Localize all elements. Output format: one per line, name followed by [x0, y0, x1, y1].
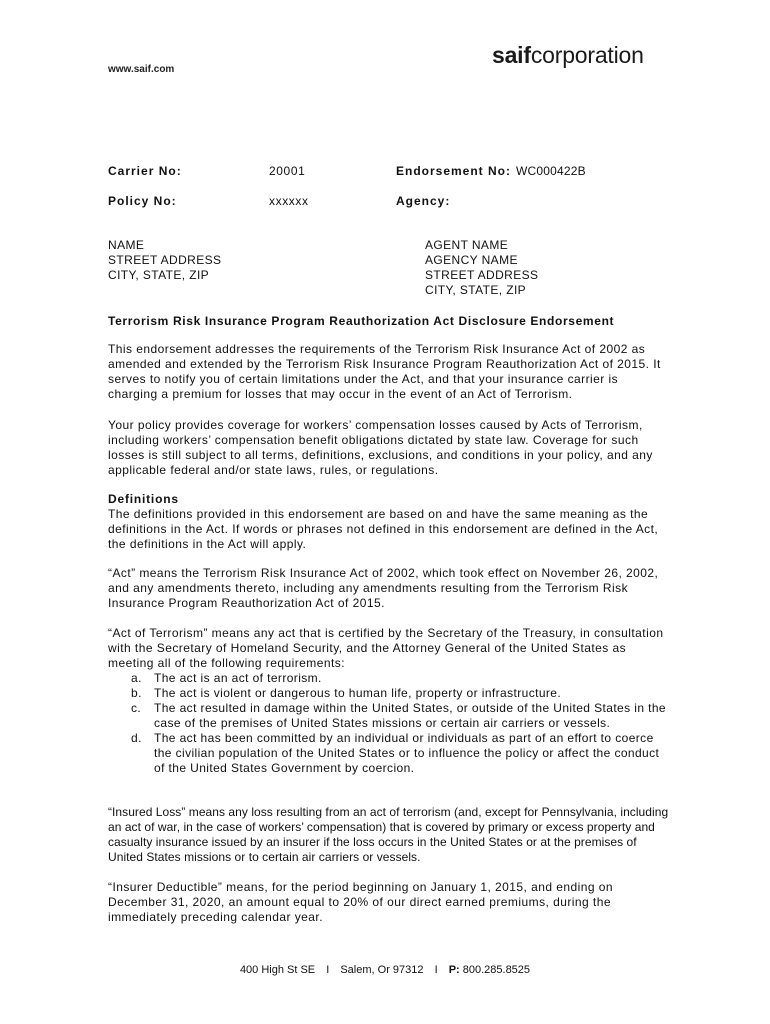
footer-city: Salem, Or 97312	[340, 964, 424, 976]
list-item-text: The act is an act of terrorism.	[154, 671, 322, 685]
document-title: Terrorism Risk Insurance Program Reauthorization Act Disclosure Endorsement	[108, 314, 615, 328]
page-footer	[0, 964, 770, 976]
definitions-intro-text: The definitions provided in this endorsement are based on and have the same meaning as the definitions in the Act. If words or phrases not defined in this endorsement are defined in the Act, the definitions in the Act will apply.	[108, 507, 659, 551]
insured-city: CITY, STATE, ZIP	[108, 268, 210, 282]
footer-phone: 800.285.8525	[462, 964, 531, 976]
intro-paragraph	[108, 342, 670, 402]
act-of-terrorism-paragraph	[108, 626, 670, 671]
list-item-letter: b.	[131, 686, 142, 700]
insured-street: STREET ADDRESS	[108, 253, 222, 267]
footer-address: 400 High St SE	[239, 964, 316, 976]
endorsement-value: WC000422B	[516, 164, 586, 178]
list-item-letter: d.	[131, 731, 142, 745]
list-item-letter: a.	[131, 671, 142, 685]
list-item-text: The act has been committed by an individual or individuals as part of an effort to coerce the civilian population of the United States or to influence the policy or affect the conduct of the United States Government by coercion.	[154, 731, 660, 775]
website-url: www.saif.com	[108, 64, 175, 75]
act-definition-paragraph	[108, 566, 670, 611]
list-item-text: The act resulted in damage within the United States, or outside of the United States in the case of the premises of United States missions or certain air carriers or vessels.	[154, 701, 667, 730]
insured-address	[108, 238, 221, 283]
carrier-label: Carrier No:	[108, 164, 182, 178]
agent-street: STREET ADDRESS	[425, 268, 539, 282]
insured-loss-text: “Insured Loss” means any loss resulting from an act of terrorism (and, except for Pennsylvania, including an act of war, in the case of workers’ compensation) that is covered by primary or excess property and casualty insurance issued by an insurer if the loss occurs in the United States or at the premises of United States missions or to certain air carriers or vessels.	[108, 805, 669, 864]
logo-rest-part: corporation	[530, 42, 644, 68]
agency-label: Agency:	[396, 194, 451, 208]
insurer-deductible-text: “Insurer Deductible” means, for the period beginning on January 1, 2015, and ending on December 31, 2020, an amount equal to 20% of our direct earned premiums, during the immediately preceding calendar year.	[108, 880, 614, 924]
agent-address	[425, 238, 538, 298]
policy-label: Policy No:	[108, 194, 177, 208]
requirements-list	[108, 671, 668, 776]
act-definition-text: “Act” means the Terrorism Risk Insurance Act of 2002, which took effect on November 26, 2002, and any amendments thereto, including any amendments resulting from the Terrorism Risk Insurance Program Reauthorization Act of 2015.	[108, 566, 659, 610]
agent-name: AGENT NAME	[425, 238, 509, 252]
insured-loss-paragraph	[108, 805, 670, 865]
act-of-terrorism-text: “Act of Terrorism” means any act that is certified by the Secretary of the Treasury, in consultation with the Secretary of Homeland Security, and the Attorney General of the United States as meeting all of the following requirements:	[108, 626, 664, 670]
footer-phone-label: P:	[448, 964, 460, 976]
coverage-paragraph	[108, 418, 670, 478]
carrier-value: 20001	[269, 164, 306, 178]
agent-city: CITY, STATE, ZIP	[425, 283, 527, 297]
footer-separator: I	[326, 964, 330, 976]
logo-bold-part: saif	[492, 42, 531, 68]
list-item-text: The act is violent or dangerous to human life, property or infrastructure.	[154, 686, 562, 700]
list-item	[108, 686, 668, 701]
list-item	[108, 731, 668, 776]
agency-name: AGENCY NAME	[425, 253, 518, 267]
company-logo	[492, 44, 644, 67]
definitions-heading: Definitions	[108, 492, 179, 506]
insured-name: NAME	[108, 238, 145, 252]
list-item-letter: c.	[131, 701, 142, 715]
definitions-intro-paragraph	[108, 507, 670, 552]
footer-separator: I	[434, 964, 438, 976]
list-item	[108, 671, 668, 686]
policy-value: xxxxxx	[269, 194, 309, 208]
list-item	[108, 701, 668, 731]
coverage-text: Your policy provides coverage for workers’ compensation losses caused by Acts of Terrorism, including workers’ compensation benefit obligations dictated by state law. Coverage for such losses is still subject to all terms, definitions, exclusions, and conditions in your policy, and any applicable federal and/or state laws, rules, or regulations.	[108, 418, 653, 477]
insurer-deductible-paragraph	[108, 880, 670, 925]
intro-text: This endorsement addresses the requirements of the Terrorism Risk Insurance Act of 2002 as amended and extended by the Terrorism Risk Insurance Program Reauthorization Act of 2015. It serves to notify you of certain limitations under the Act, and that your insurance carrier is charging a premium for losses that may occur in the event of an Act of Terrorism.	[108, 342, 661, 401]
endorsement-label: Endorsement No:	[396, 164, 512, 178]
